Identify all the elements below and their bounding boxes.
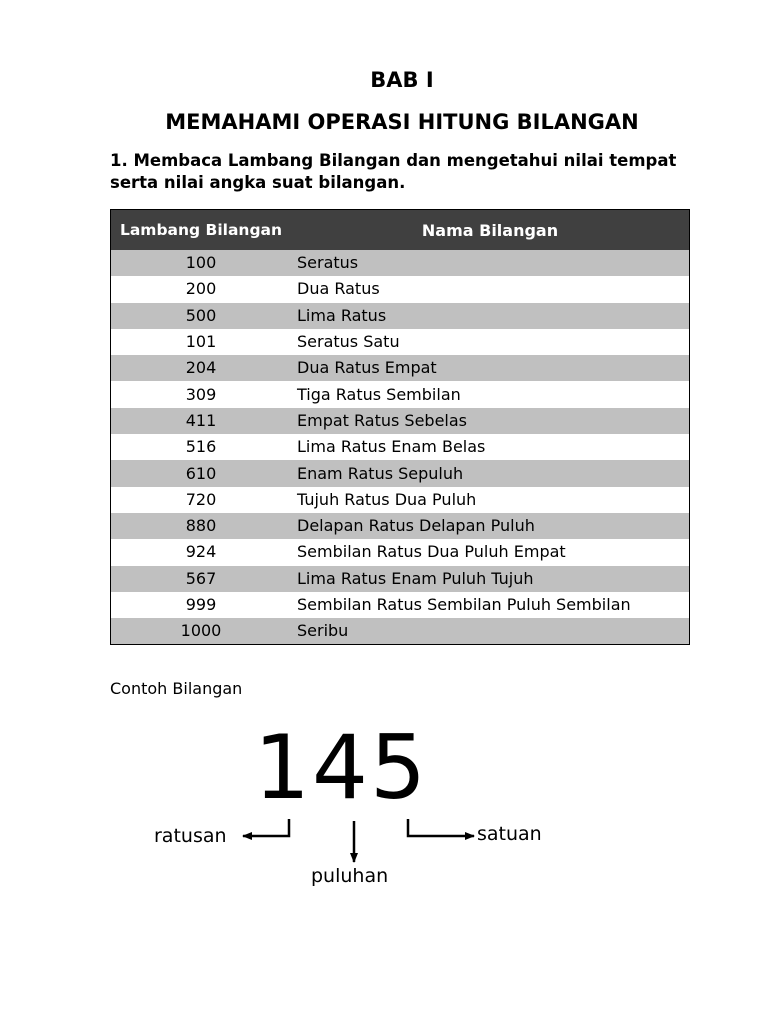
example-number: 145 [254, 716, 428, 819]
page-title: MEMAHAMI OPERASI HITUNG BILANGAN [165, 110, 639, 134]
cell-nama: Lima Ratus Enam Puluh Tujuh [291, 566, 690, 592]
arrow-ratusan [243, 819, 289, 836]
cell-nama: Sembilan Ratus Sembilan Puluh Sembilan [297, 595, 631, 614]
cell-nama: Lima Ratus [291, 303, 690, 329]
cell-nama: Seribu [291, 618, 690, 645]
cell-lambang: 204 [111, 355, 292, 381]
cell-lambang: 880 [111, 513, 292, 539]
label-satuan: satuan [477, 823, 542, 845]
cell-lambang: 924 [185, 542, 217, 562]
header-lambang-bilangan: Lambang Bilangan [111, 210, 292, 251]
cell-lambang: 500 [111, 303, 292, 329]
cell-lambang: 309 [185, 384, 217, 404]
cell-nama: Tujuh Ratus Dua Puluh [297, 489, 477, 509]
cell-nama: Seratus Satu [297, 332, 400, 352]
cell-nama: Dua Ratus Empat [291, 355, 690, 381]
cell-lambang: 567 [111, 566, 292, 592]
example-label: Contoh Bilangan [110, 679, 243, 698]
chapter-heading: BAB I [370, 68, 434, 92]
cell-nama: Delapan Ratus Delapan Puluh [291, 513, 690, 539]
label-puluhan: puluhan [311, 865, 389, 887]
cell-lambang: 100 [111, 250, 292, 276]
cell-lambang: 1000 [111, 618, 292, 645]
cell-lambang: 516 [185, 437, 217, 457]
cell-lambang: 720 [185, 489, 217, 509]
cell-nama: Lima Ratus Enam Belas [297, 437, 486, 457]
cell-nama: Sembilan Ratus Dua Puluh Empat [297, 542, 566, 562]
cell-nama: Empat Ratus Sebelas [291, 408, 690, 434]
cell-lambang: 101 [185, 332, 217, 352]
cell-nama: Tiga Ratus Sembilan [297, 384, 461, 404]
cell-lambang: 610 [111, 460, 292, 486]
section-heading: 1. Membaca Lambang Bilangan dan mengetahui nilai tempat serta nilai angka suat bilangan. [110, 151, 677, 192]
arrow-satuan [408, 819, 474, 836]
cell-nama: Enam Ratus Sepuluh [291, 460, 690, 486]
header-nama-bilangan: Nama Bilangan [291, 210, 690, 251]
cell-nama: Dua Ratus [297, 279, 380, 299]
cell-lambang: 411 [111, 408, 292, 434]
cell-lambang: 200 [185, 279, 217, 299]
cell-lambang: 999 [185, 595, 217, 614]
cell-nama: Seratus [291, 250, 690, 276]
label-ratusan: ratusan [154, 825, 227, 847]
